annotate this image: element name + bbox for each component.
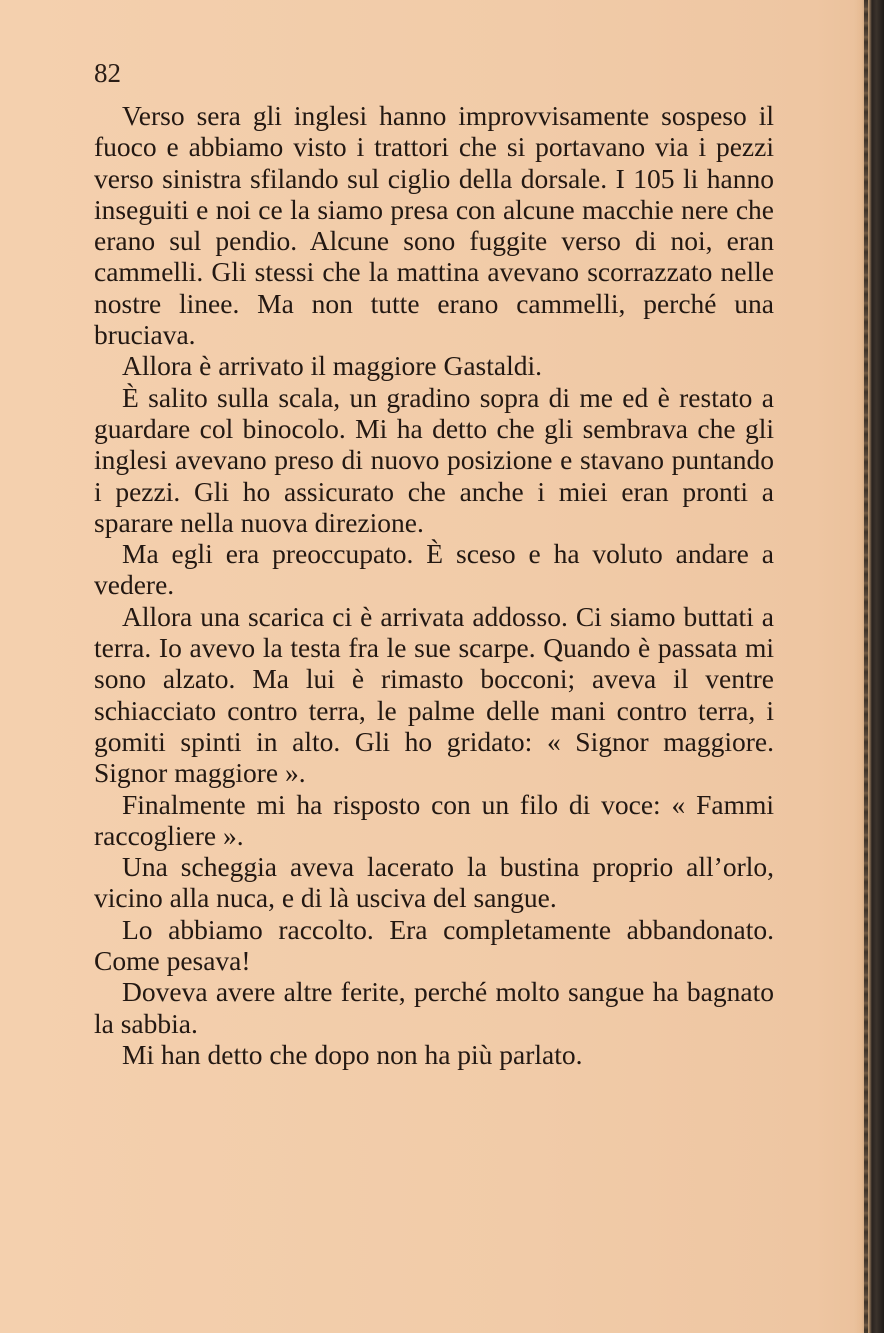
paragraph: È salito sulla scala, un gradino sopra di me ed è restato a guardare col binocolo. Mi ha detto che gli sembrava che gli inglesi avevano preso di nuovo posizione e stavano puntando i pezzi. Gli ho assicurato che anche i miei eran pronti a sparare nella nuova direzione. (94, 381, 774, 538)
paragraph: Lo abbiamo raccolto. Era completamente abbandonato. Come pesava! (94, 913, 774, 977)
paragraph: Doveva avere altre ferite, perché molto sangue ha bagnato la sabbia. (94, 976, 774, 1039)
paragraph: Verso sera gli inglesi hanno improvvisamente sospeso il fuoco e abbiamo visto i trattori che si portavano via i pezzi verso sinistra sfilando sul ciglio della dorsale. I 105 li hanno inseguiti e noi ce la siamo presa con alcune macchie nere che erano sul pendio. Alcune sono fuggite verso di noi, eran cammelli. Gli stessi che la mattina avevano scorrazzato nelle nostre linee. Ma non tutte erano cammelli, perché una bruciava. (94, 100, 774, 351)
page-number: 82 (94, 58, 121, 88)
page-edge-shadow (854, 0, 884, 1333)
paragraph: Allora è arrivato il maggiore Gastaldi. (122, 350, 542, 382)
body-text (94, 100, 774, 1070)
paragraph: Mi han detto che dopo non ha più parlato. (122, 1038, 583, 1070)
paragraph: Allora una scarica ci è arrivata addosso. Ci siamo buttati a terra. Io avevo la testa fra le sue scarpe. Quando è passata mi sono alzato. Ma lui è rimasto bocconi; aveva il ventre schiacciato contro terra, le palme delle mani contro terra, i gomiti spinti in alto. Gli ho gridato: « Signor maggiore. Signor maggiore ». (94, 600, 774, 789)
paragraph: Una scheggia aveva lacerato la bustina proprio all’orlo, vicino alla nuca, e di là usciva del sangue. (94, 851, 774, 914)
paragraph: Finalmente mi ha risposto con un filo di voce: « Fammi raccogliere ». (94, 788, 774, 851)
book-spine (864, 0, 868, 1333)
paragraph: Ma egli era preoccupato. È sceso e ha voluto andare a vedere. (94, 538, 774, 601)
